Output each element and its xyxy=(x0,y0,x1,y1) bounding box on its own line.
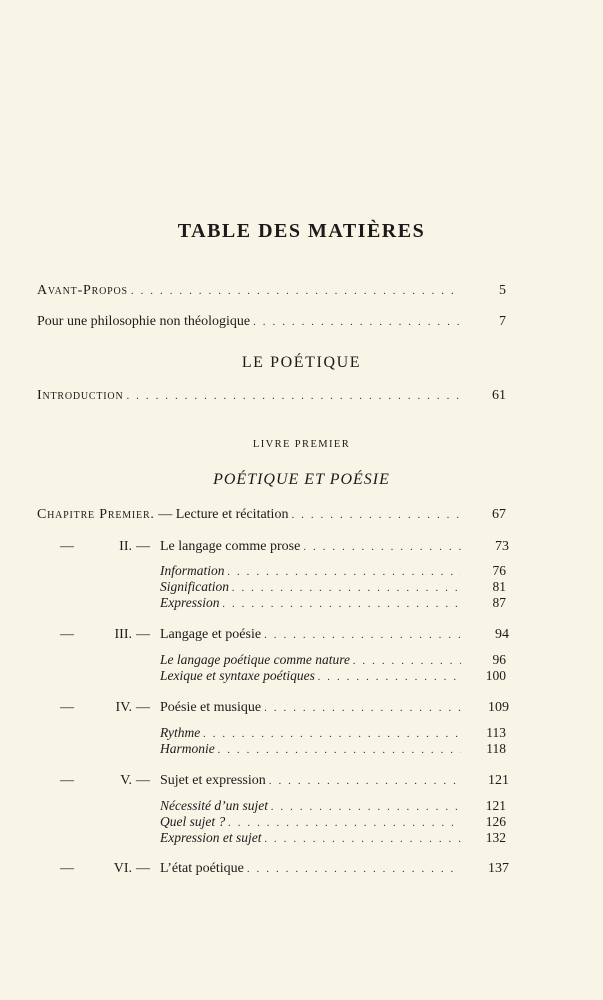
chapter-separator: — xyxy=(136,627,150,642)
leader-dots xyxy=(247,860,461,878)
chapter-entry xyxy=(160,626,461,644)
chapter-separator: — xyxy=(136,773,150,788)
toc-page-number: 96 xyxy=(492,652,506,667)
toc-subentry[interactable] xyxy=(160,667,506,685)
toc-chapter-vi[interactable] xyxy=(0,860,603,878)
leader-dots xyxy=(303,538,461,556)
toc-entry-label: Sujet et expression xyxy=(160,773,266,788)
toc-page-number: 126 xyxy=(485,814,506,829)
leader-dots xyxy=(131,282,461,300)
leader-dots xyxy=(318,668,461,686)
toc-subentry-label: Le langage poétique comme nature xyxy=(160,652,350,667)
leader-dots xyxy=(253,313,461,331)
chapter-entry xyxy=(160,772,461,790)
toc-subentry-label: Rythme xyxy=(160,725,201,740)
toc-page-number: 81 xyxy=(492,579,506,594)
toc-entry-label: Avant-Propos xyxy=(37,283,128,298)
toc-entry-philosophie[interactable] xyxy=(37,313,506,331)
toc-page-number: 73 xyxy=(495,539,509,554)
toc-subentry-label: Expression xyxy=(160,595,220,610)
chapter-entry xyxy=(160,860,461,878)
toc-subentry-label: Harmonie xyxy=(160,741,215,756)
toc-page-number: 67 xyxy=(492,507,506,522)
toc-entry-avant-propos[interactable] xyxy=(37,282,506,300)
toc-page-number: 132 xyxy=(485,830,506,845)
toc-subentry-label: Nécessité d’un sujet xyxy=(160,798,268,813)
toc-subentry-label: Expression et sujet xyxy=(160,830,262,845)
toc-subentry[interactable] xyxy=(160,829,506,847)
chapter-number: VI. xyxy=(113,861,132,876)
toc-page-number: 7 xyxy=(499,314,506,329)
leader-dots xyxy=(126,387,461,405)
toc-entry-introduction[interactable] xyxy=(37,387,506,405)
toc-page-number: 118 xyxy=(486,741,506,756)
toc-entry-label: Poésie et musique xyxy=(160,700,262,715)
chapter-separator: — xyxy=(136,700,150,715)
chapter-dash: — xyxy=(60,861,74,876)
chapter-dash: — xyxy=(60,627,74,642)
chapter-number: IV. xyxy=(115,700,132,715)
toc-page-number: 87 xyxy=(492,595,506,610)
toc-entry-label: Langage et poésie xyxy=(160,627,262,642)
toc-entry-label: Le langage comme prose xyxy=(160,539,301,554)
toc-chapter-ii[interactable] xyxy=(0,538,603,556)
toc-subentry-label: Signification xyxy=(160,579,229,594)
toc-entry-label: Lecture et récitation xyxy=(175,507,289,522)
toc-subentry-label: Information xyxy=(160,563,225,578)
toc-page-number: 109 xyxy=(488,700,509,715)
page-title: TABLE DES MATIÈRES xyxy=(177,220,426,242)
toc-chapter-iii[interactable] xyxy=(0,626,603,644)
toc-page-number: 121 xyxy=(485,798,506,813)
leader-dots xyxy=(218,741,461,759)
toc-chapter-iv[interactable] xyxy=(0,699,603,717)
toc-page-number: 94 xyxy=(495,627,509,642)
leader-dots xyxy=(223,595,462,613)
chapter-separator: — xyxy=(158,507,173,522)
chapter-dash: — xyxy=(60,773,74,788)
section-title: LE POÉTIQUE xyxy=(241,354,362,371)
toc-page-number: 113 xyxy=(486,725,506,740)
livre-title: POÉTIQUE ET POÉSIE xyxy=(213,471,390,488)
chapter-prefix: Chapitre Premier. xyxy=(37,507,155,522)
chapter-separator: — xyxy=(136,861,150,876)
toc-subentry[interactable] xyxy=(160,594,506,612)
toc-entry-label: Introduction xyxy=(37,388,124,403)
toc-entry-chapitre-premier[interactable] xyxy=(37,506,506,524)
toc-page-number: 5 xyxy=(499,283,506,298)
toc-subentry[interactable] xyxy=(160,740,506,758)
chapter-number: V. xyxy=(120,773,132,788)
chapter-number: III. xyxy=(114,627,132,642)
leader-dots xyxy=(264,626,461,644)
leader-dots xyxy=(264,699,461,717)
toc-entry-label-group xyxy=(37,506,291,524)
chapter-dash: — xyxy=(60,539,74,554)
toc-page-number: 76 xyxy=(492,563,506,578)
chapter-entry xyxy=(160,699,461,717)
toc-entry-label: Pour une philosophie non théologique xyxy=(37,314,251,329)
livre-heading: LIVRE PREMIER xyxy=(252,439,351,450)
toc-page-number: 61 xyxy=(492,388,506,403)
toc-subentry-label: Quel sujet ? xyxy=(160,814,226,829)
leader-dots xyxy=(291,506,461,524)
toc-chapter-v[interactable] xyxy=(0,772,603,790)
chapter-dash: — xyxy=(60,700,74,715)
chapter-separator: — xyxy=(136,539,150,554)
toc-page-number: 100 xyxy=(485,668,506,683)
chapter-entry xyxy=(160,538,461,556)
toc-page-number: 121 xyxy=(488,773,509,788)
toc-entry-label: L’état poétique xyxy=(160,861,244,876)
leader-dots xyxy=(269,772,461,790)
leader-dots xyxy=(264,830,461,848)
toc-subentry-label: Lexique et syntaxe poétiques xyxy=(160,668,315,683)
chapter-number: II. xyxy=(119,539,132,554)
toc-page-number: 137 xyxy=(488,861,509,876)
